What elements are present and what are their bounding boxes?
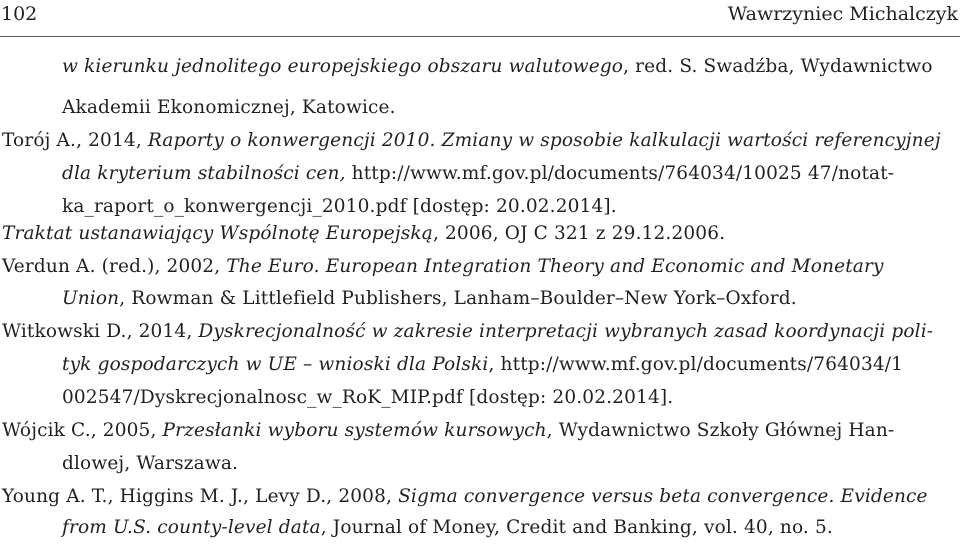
italic-title-text: Dyskrecjonalność w zakresie interpretacji wybranych zasad koordynacji poli- [198, 321, 934, 342]
reference-line [62, 192, 617, 222]
reference-text: Witkowski D., 2014, [2, 321, 199, 342]
reference-line [62, 284, 797, 314]
italic-title-text: tyk gospodarczych w UE – wnioski dla Polski [62, 354, 489, 375]
italic-title-text: Przesłanki wyboru systemów kursowych [162, 420, 547, 441]
reference-line [62, 93, 396, 123]
reference-text: http://www.mf.gov.pl/documents/764034/10025 47/notat- [345, 163, 895, 184]
running-header [0, 0, 960, 36]
reference-text: 002547/Dyskrecjonalnosc_w_RoK_MIP.pdf [dostęp: 20.02.2014]. [62, 387, 674, 408]
reference-line [2, 317, 933, 347]
running-header-author: Wawrzyniec Michalczyk [727, 3, 958, 25]
reference-text: Wójcik C., 2005, [2, 420, 163, 441]
header-rule [0, 36, 960, 37]
reference-line [62, 383, 673, 413]
italic-title-text: dla kryterium stabilności cen, [62, 163, 346, 184]
reference-text: Young A. T., Higgins M. J., Levy D., 2008, [2, 486, 399, 507]
reference-text: , Rowman & Littlefield Publishers, Lanham–Boulder–New York–Oxford. [119, 288, 797, 309]
italic-title-text: Sigma convergence versus beta convergence. Evidence [398, 486, 928, 507]
reference-line [62, 52, 933, 82]
reference-text: Akademii Ekonomicznej, Katowice. [62, 97, 396, 118]
reference-line [2, 252, 884, 282]
reference-line [2, 416, 894, 446]
reference-text: , red. S. Swadźba, Wydawnictwo [623, 56, 933, 77]
page-number: 102 [1, 3, 38, 25]
reference-text: , http://www.mf.gov.pl/documents/764034/1 [488, 354, 904, 375]
italic-title-text: Raporty o konwergencji 2010. Zmiany w sposobie kalkulacji wartości referencyjnej [147, 130, 941, 151]
reference-line [2, 482, 928, 512]
reference-text: Verdun A. (red.), 2002, [2, 256, 227, 277]
reference-text: , Wydawnictwo Szkoły Głównej Han- [546, 420, 895, 441]
italic-title-text: Union [62, 288, 120, 309]
reference-text: , Journal of Money, Credit and Banking, vol. 40, no. 5. [320, 517, 833, 538]
italic-title-text: Traktat ustanawiający Wspólnotę Europejską [2, 223, 433, 244]
reference-line [62, 350, 903, 380]
italic-title-text: from U.S. county-level data [62, 517, 321, 538]
reference-text: ka_raport_o_konwergencji_2010.pdf [dostęp: 20.02.2014]. [62, 196, 617, 217]
reference-text: Torój A., 2014, [2, 130, 148, 151]
reference-line [62, 159, 894, 189]
reference-line [62, 513, 833, 543]
reference-text: , 2006, OJ C 321 z 29.12.2006. [432, 223, 726, 244]
reference-line [2, 126, 941, 156]
reference-line [62, 449, 238, 479]
reference-text: dlowej, Warszawa. [62, 453, 239, 474]
italic-title-text: The Euro. European Integration Theory and Economic and Monetary [226, 256, 884, 277]
reference-line [2, 219, 725, 249]
italic-title-text: w kierunku jednolitego europejskiego obszaru walutowego [62, 56, 624, 77]
